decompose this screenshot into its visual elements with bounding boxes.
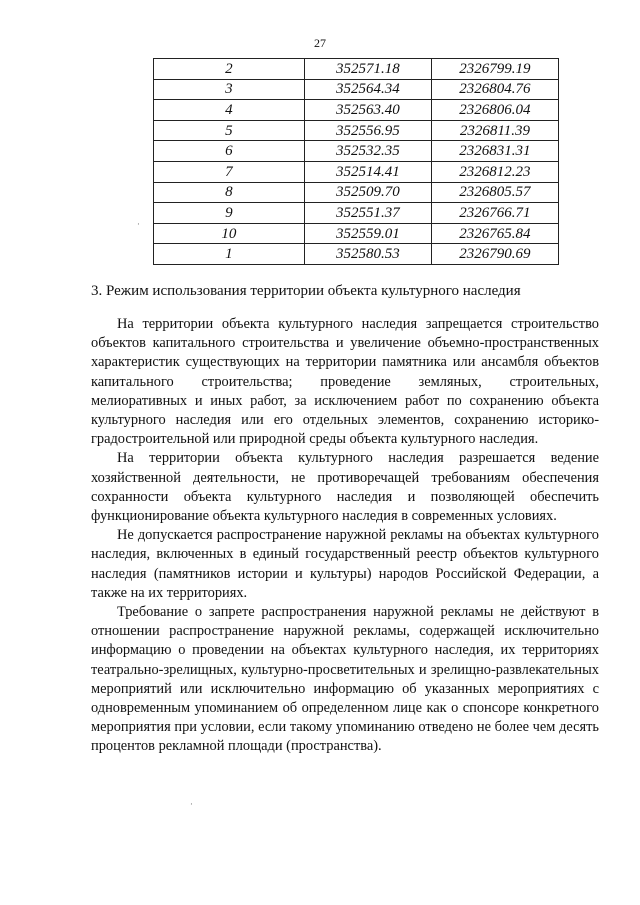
page-number: 27 (314, 36, 326, 50)
table-row (154, 223, 559, 244)
table-row (154, 141, 559, 162)
y-coordinate-cell: 2326765.84 (431, 223, 558, 244)
point-number-cell: 4 (154, 100, 305, 121)
point-number-cell: 5 (154, 120, 305, 141)
paragraph: На территории объекта культурного наследия разрешается ведение хозяйственной деятельности, не противоречащей требованиям обеспечения сохранности объекта культурного наследия и позволяющей обеспечить функционирование объекта культурного наследия в современных условиях. (91, 450, 599, 525)
section-body (91, 315, 599, 757)
y-coordinate-cell: 2326766.71 (431, 203, 558, 224)
x-coordinate-cell: 352563.40 (304, 100, 431, 121)
y-coordinate-cell: 2326799.19 (431, 59, 558, 80)
x-coordinate-cell: 352551.37 (304, 203, 431, 224)
point-number-cell: 7 (154, 161, 305, 182)
coordinates-table (153, 58, 559, 265)
point-number-cell: 1 (154, 244, 305, 265)
table-row (154, 120, 559, 141)
x-coordinate-cell: 352559.01 (304, 223, 431, 244)
y-coordinate-cell: 2326806.04 (431, 100, 558, 121)
x-coordinate-cell: 352571.18 (304, 59, 431, 80)
y-coordinate-cell: 2326811.39 (431, 120, 558, 141)
x-coordinate-cell: 352514.41 (304, 161, 431, 182)
y-coordinate-cell: 2326812.23 (431, 161, 558, 182)
scan-dot: · (137, 220, 140, 230)
y-coordinate-cell: 2326805.57 (431, 182, 558, 203)
table-row (154, 203, 559, 224)
y-coordinate-cell: 2326790.69 (431, 244, 558, 265)
point-number-cell: 6 (154, 141, 305, 162)
point-number-cell: 10 (154, 223, 305, 244)
y-coordinate-cell: 2326804.76 (431, 79, 558, 100)
scan-dot: · (190, 800, 193, 810)
table-row (154, 100, 559, 121)
paragraph: Не допускается распространение наружной рекламы на объектах культурного наследия, включенных в единый государственный реестр объектов культурного наследия (памятников истории и культуры) народов Российской Федерации, а также на их территориях. (91, 527, 599, 601)
x-coordinate-cell: 352564.34 (304, 79, 431, 100)
point-number-cell: 2 (154, 59, 305, 80)
point-number-cell: 3 (154, 79, 305, 100)
point-number-cell: 8 (154, 182, 305, 203)
table-row (154, 182, 559, 203)
point-number-cell: 9 (154, 203, 305, 224)
section-heading: 3. Режим использования территории объекта культурного наследия (91, 283, 521, 299)
table-row (154, 79, 559, 100)
table-row (154, 161, 559, 182)
table-row (154, 244, 559, 265)
paragraph: Требование о запрете распространения наружной рекламы не действуют в отношении распространение наружной рекламы, содержащей исключительно информацию о проведении на объектах культурного наследия, их территориях театрально-зрелищных, культурно-просветительных и зрелищно-развлекательных мероприятий или исключительно информацию об указанных мероприятиях с одновременным упоминанием об определенном лице как о спонсоре конкретного мероприятия при условии, если такому упоминанию отведено не более чем десять процентов рекламной площади (пространства). (91, 604, 599, 755)
x-coordinate-cell: 352509.70 (304, 182, 431, 203)
x-coordinate-cell: 352556.95 (304, 120, 431, 141)
table-row (154, 59, 559, 80)
x-coordinate-cell: 352532.35 (304, 141, 431, 162)
y-coordinate-cell: 2326831.31 (431, 141, 558, 162)
x-coordinate-cell: 352580.53 (304, 244, 431, 265)
paragraph: На территории объекта культурного наследия запрещается строительство объектов капитального строительства и увеличение объемно-пространственных характеристик существующих на территории памятника или ансамбля объектов капитального строительства; проведение земляных, строительных, мелиоративных и иных работ, за исключением работ по сохранению объекта культурного наследия или его отдельных элементов, сохранению историко-градостроительной или природной среды объекта культурного наследия. (91, 316, 599, 448)
